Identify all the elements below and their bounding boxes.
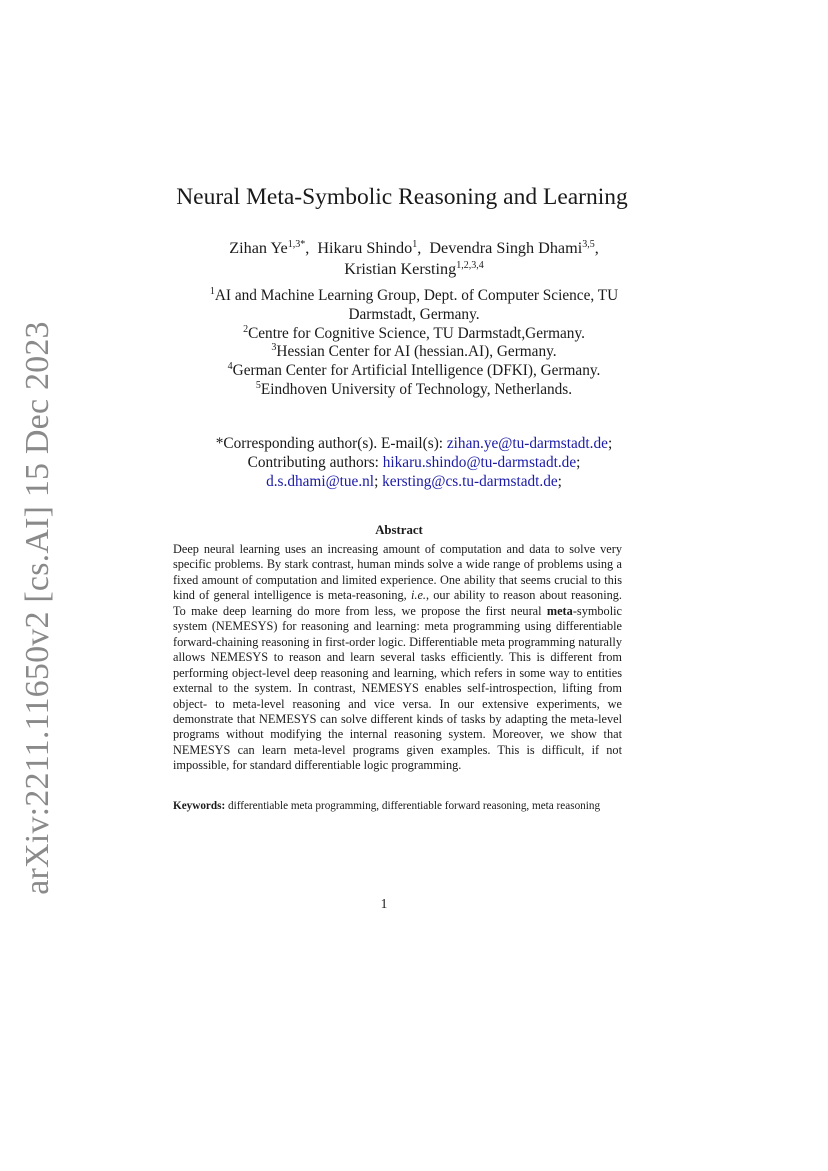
- abstract-text: Deep neural learning uses an increasing amount of computation and data to solve very specific problems. By stark contrast, human minds solve a wide range of problems using a fixed amount of computation and limited experience. One ability that seems crucial to this kind of general intelligence is meta-reasoning,: [173, 542, 622, 603]
- author-affil-sup: 1,2,3,4: [456, 260, 484, 271]
- affil-sup: 1: [209, 286, 215, 297]
- author-name: Kristian Kersting: [344, 260, 457, 278]
- correspondence: *Corresponding author(s). E-mail(s): zihan.ye@tu-darmstadt.de; Contributing authors: hikaru.shindo@tu-darmstadt.de; d.s.dhami@tue.nl; kersting@cs.tu-darmstadt.de;: [215, 435, 613, 490]
- affiliation: German Center for Artificial Intelligence (DFKI), Germany.: [232, 362, 601, 380]
- affil-sup: 2: [243, 323, 249, 335]
- affiliation: Darmstadt, Germany.: [348, 305, 480, 323]
- paper-title: Neural Meta-Symbolic Reasoning and Learning: [176, 184, 628, 210]
- affil-sup: 3: [271, 342, 277, 354]
- arxiv-identifier: arXiv:2211.11650v2 [cs.AI] 15 Dec 2023: [19, 321, 56, 895]
- author-name: Devendra Singh Dhami: [429, 239, 583, 257]
- author-affil-sup: 1,3*: [287, 239, 306, 250]
- author-name: Hikaru Shindo: [317, 239, 413, 257]
- abstract-text: -symbolic system (NEMESYS) for reasoning and learning: meta programming using differentiable forward-chaining reasoning in first-order logic. Differentiable meta programming naturally allows NEMESYS to reason and learn several tasks efficiently. This is different from performing object-level deep reasoning and learning, which refers in some way to entities external to the system. In contrast, NEMESYS enables self-introspection, lifting from object- to meta-level reasoning and vice versa. In our extensive experiments, we demonstrate that NEMESYS can solve different kinds of tasks by adapting the meta-level programs without modifying the internal reasoning system. Moreover, we show that NEMESYS can learn meta-level programs given examples. This is difficult, if not impossible, for standard differentiable logic programming.: [173, 603, 622, 773]
- keywords-text: differentiable meta programming, differentiable forward reasoning, meta reasoning: [225, 800, 601, 812]
- abstract-bold: meta: [546, 603, 573, 618]
- corr-email-link[interactable]: zihan.ye@tu-darmstadt.de: [446, 435, 608, 452]
- corr-label: *Corresponding author(s). E-mail(s):: [215, 435, 447, 452]
- affiliation: Hessian Center for AI (hessian.AI), Germany.: [276, 343, 557, 361]
- affil-sup: 4: [227, 361, 233, 373]
- affiliation: Eindhoven University of Technology, Netherlands.: [260, 380, 573, 398]
- email-link-dhami[interactable]: d.s.dhami@tue.nl: [266, 473, 375, 490]
- keywords: [173, 799, 622, 813]
- author-affil-sup: 1: [412, 239, 418, 250]
- email-link-shindo[interactable]: hikaru.shindo@tu-darmstadt.de: [382, 454, 577, 471]
- abstract-italic: i.e.: [410, 588, 426, 603]
- page-number: 1: [380, 896, 388, 911]
- affiliation: Centre for Cognitive Science, TU Darmstadt,Germany.: [248, 324, 585, 342]
- email-link-kersting[interactable]: kersting@cs.tu-darmstadt.de: [382, 473, 558, 490]
- keywords-label: Keywords:: [173, 800, 226, 812]
- abstract-body: [173, 542, 622, 774]
- author-list: Zihan $Ye^{1,3*}$, Hikaru Shindo$^1$, Devendra Singh Dhami$^{3,5}$, Kristian Kersting$^{1,2,3,4}$: [229, 239, 599, 278]
- abstract-text: , our ability to reason about reasoning. To make deep learning do more from less, we propose the first neural: [173, 588, 622, 618]
- affiliation: AI and Machine Learning Group, Dept. of Computer Science, TU: [214, 287, 619, 304]
- contrib-label: Contributing authors:: [247, 454, 383, 471]
- affil-sup: 5: [255, 379, 261, 391]
- abstract-heading: Abstract: [375, 523, 423, 537]
- author-name: Zihan Ye: [229, 239, 288, 257]
- author-affil-sup: 3,5: [582, 239, 595, 250]
- affiliation-list: [0, 287, 828, 400]
